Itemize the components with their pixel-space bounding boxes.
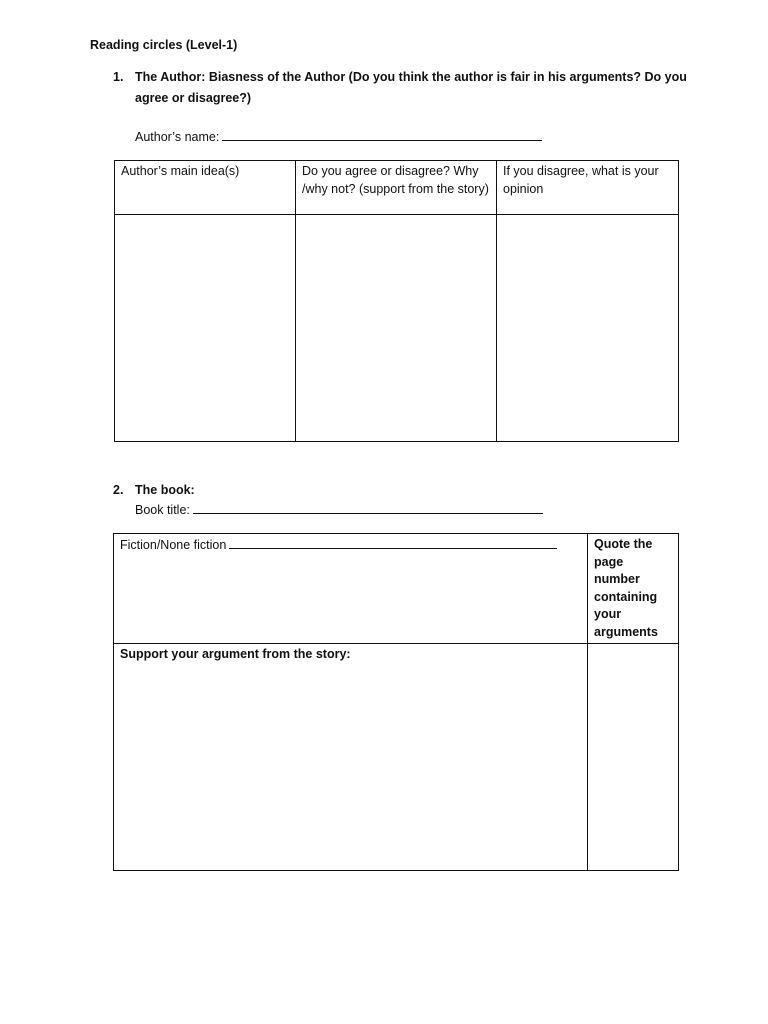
author-name-label: Author’s name: — [135, 130, 220, 144]
header-agree-disagree: Do you agree or disagree? Why /why not? (support from the story) — [296, 161, 497, 215]
page-title: Reading circles (Level-1) — [90, 38, 238, 52]
section2-heading: The book: — [135, 483, 195, 497]
section1-heading-line1: The Author: Biasness of the Author (Do you think the author is fair in his arguments? Do you — [135, 70, 687, 84]
page-number-answer-cell[interactable] — [588, 644, 679, 871]
quote-page-header: Quote the page number containing your arguments — [588, 534, 679, 644]
book-table-support-row — [114, 644, 679, 871]
book-table — [113, 533, 679, 871]
section1-heading-line2: agree or disagree?) — [135, 91, 252, 105]
agree-disagree-answer-cell[interactable] — [296, 215, 497, 442]
author-name-row — [135, 128, 542, 146]
header-main-ideas: Author’s main idea(s) — [115, 161, 296, 215]
header-your-opinion: If you disagree, what is your opinion — [497, 161, 679, 215]
book-title-row — [135, 501, 543, 519]
author-table-header-row — [115, 161, 679, 215]
book-title-label: Book title: — [135, 503, 190, 517]
fiction-label: Fiction/None fiction — [120, 538, 227, 552]
opinion-answer-cell[interactable] — [497, 215, 679, 442]
main-ideas-answer-cell[interactable] — [115, 215, 296, 442]
section2-number: 2. — [113, 483, 124, 497]
book-title-blank[interactable] — [193, 501, 543, 514]
support-argument-cell[interactable]: Support your argument from the story: — [114, 644, 588, 871]
fiction-blank[interactable] — [229, 536, 557, 549]
book-table-header-row — [114, 534, 679, 644]
author-table-answer-row — [115, 215, 679, 442]
section1-number: 1. — [113, 70, 124, 84]
author-name-blank[interactable] — [222, 128, 542, 141]
author-table — [114, 160, 679, 442]
fiction-cell — [114, 534, 588, 644]
